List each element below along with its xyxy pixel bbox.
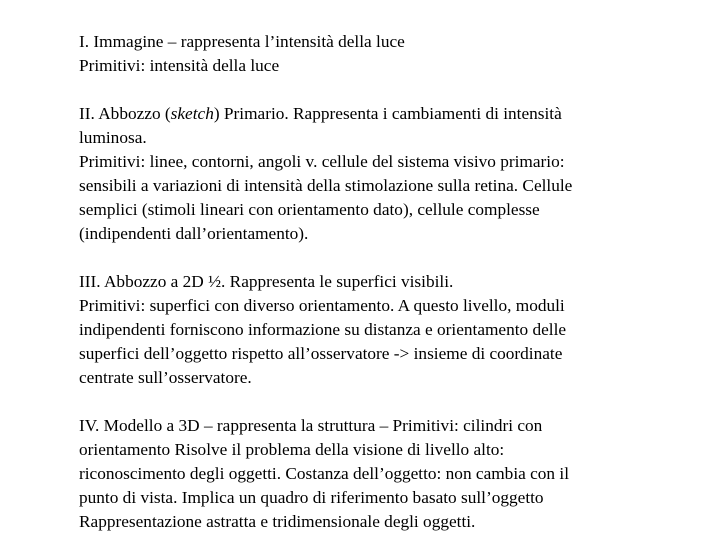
text-line xyxy=(79,102,704,126)
text-line: I. Immagine – rappresenta l’intensità della luce xyxy=(79,32,405,51)
text-line: Primitivi: intensità della luce xyxy=(79,56,280,75)
text-line: (indipendenti dall’orientamento). xyxy=(79,224,309,243)
text-line: indipendenti forniscono informazione su distanza e orientamento delle xyxy=(79,320,567,339)
text-line: IV. Modello a 3D – rappresenta la struttura – Primitivi: cilindri con xyxy=(79,416,543,435)
text-line: punto di vista. Implica un quadro di riferimento basato sull’oggetto xyxy=(79,488,544,507)
text-fragment: II. Abbozzo ( xyxy=(79,104,171,123)
italic-term: sketch xyxy=(170,104,214,123)
document-page xyxy=(79,30,704,534)
text-line: semplici (stimoli lineari con orientamento dato), cellule complesse xyxy=(79,200,540,219)
section-abbozzo-2d xyxy=(79,270,704,390)
text-line: centrate sull’osservatore. xyxy=(79,368,252,387)
text-line: III. Abbozzo a 2D ½. Rappresenta le superfici visibili. xyxy=(79,272,454,291)
section-modello-3d xyxy=(79,414,704,534)
text-line: riconoscimento degli oggetti. Costanza dell’oggetto: non cambia con il xyxy=(79,464,569,483)
text-line: sensibili a variazioni di intensità della stimolazione sulla retina. Cellule xyxy=(79,176,573,195)
text-line: Rappresentazione astratta e tridimensionale degli oggetti. xyxy=(79,512,476,531)
text-line: orientamento Risolve il problema della visione di livello alto: xyxy=(79,440,505,459)
section-abbozzo-primario xyxy=(79,102,704,246)
text-fragment: ) Primario. Rappresenta i cambiamenti di intensità xyxy=(213,104,562,123)
section-immagine xyxy=(79,30,704,78)
text-line: Primitivi: linee, contorni, angoli v. cellule del sistema visivo primario: xyxy=(79,152,565,171)
text-line: luminosa. xyxy=(79,128,147,147)
text-line: Primitivi: superfici con diverso orientamento. A questo livello, moduli xyxy=(79,296,565,315)
text-line: superfici dell’oggetto rispetto all’osservatore -> insieme di coordinate xyxy=(79,344,563,363)
